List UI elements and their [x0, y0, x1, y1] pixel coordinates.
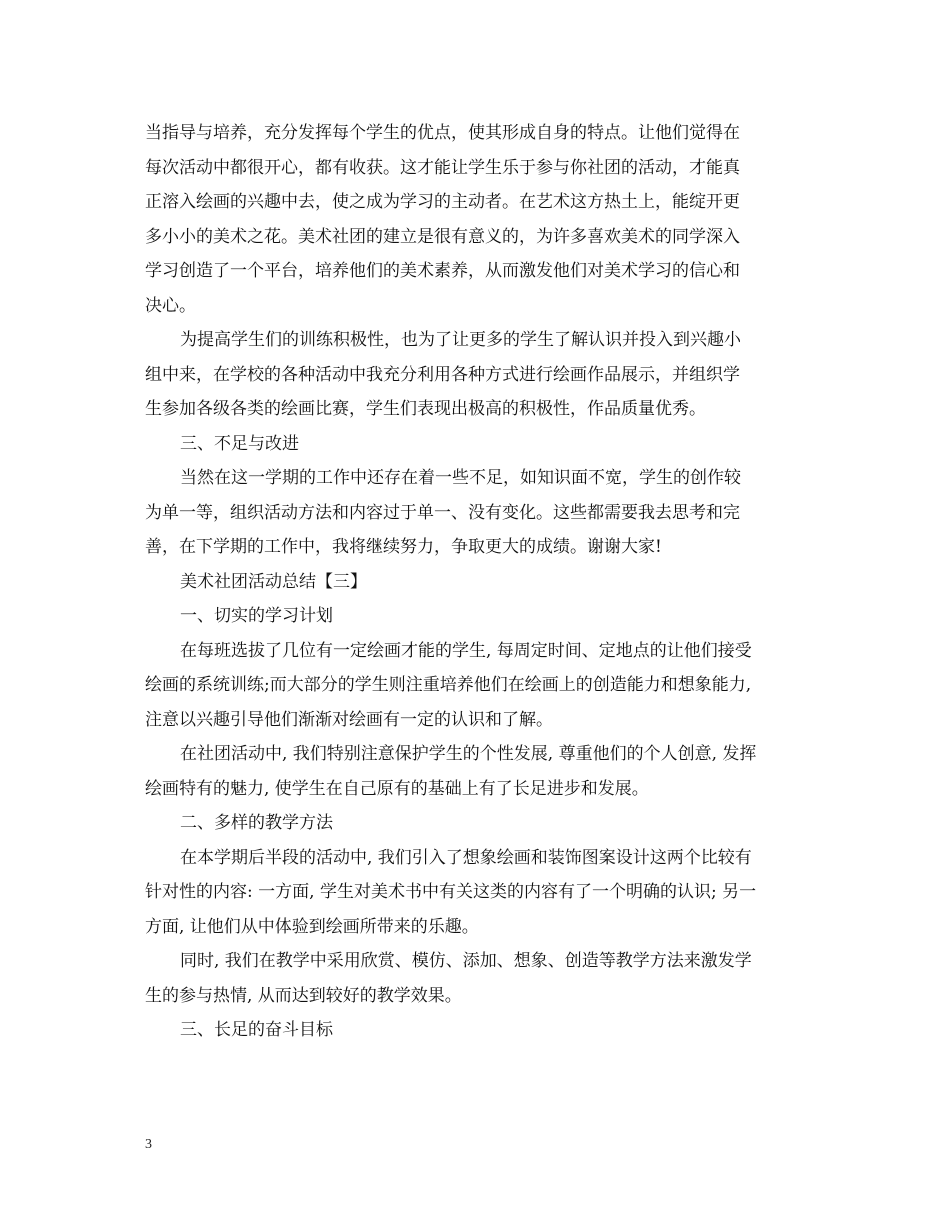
text-line: 针对性的内容: 一方面, 学生对美术书中有关这类的内容有了一个明确的认识; 另一	[145, 882, 757, 902]
text-line: 善，在下学期的工作中，我将继续努力，争取更大的成绩。谢谢大家!	[145, 537, 662, 557]
text-line: 生的参与热情, 从而达到较好的教学效果。	[145, 985, 462, 1006]
text-line: 生参加各级各类的绘画比赛，学生们表现出极高的积极性，作品质量优秀。	[145, 399, 706, 419]
paragraph-start: 在每班选拔了几位有一定绘画才能的学生, 每周定时间、定地点的让他们接受	[180, 640, 752, 661]
section-heading: 三、不足与改进	[180, 433, 299, 454]
document-body	[145, 116, 805, 1048]
section-heading: 一、切实的学习计划	[180, 606, 333, 626]
paragraph-start: 同时, 我们在教学中采用欣赏、模仿、添加、想象、创造等教学方法来激发学	[180, 951, 752, 971]
page-number: 3	[145, 1137, 152, 1152]
paragraph-start: 在本学期后半段的活动中, 我们引入了想象绘画和装饰图案设计这两个比较有	[180, 847, 752, 868]
document-subtitle: 美术社团活动总结【三】	[180, 571, 367, 592]
section-heading: 二、多样的教学方法	[180, 813, 333, 833]
paragraph-start: 当然在这一学期的工作中还存在着一些不足，如知识面不宽，学生的创作较	[180, 468, 741, 488]
text-line: 组中来，在学校的各种活动中我充分利用各种方式进行绘画作品展示，并组织学	[145, 364, 740, 385]
text-line: 注意以兴趣引导他们渐渐对绘画有一定的认识和了解。	[145, 709, 553, 730]
text-line: 学习创造了一个平台，培养他们的美术素养，从而激发他们对美术学习的信心和	[145, 261, 740, 281]
text-line: 每次活动中都很开心，都有收获。这才能让学生乐于参与你社团的活动，才能真	[145, 157, 740, 178]
paragraph-start: 在社团活动中, 我们特别注意保护学生的个性发展, 尊重他们的个人创意, 发挥	[180, 744, 757, 764]
text-line: 当指导与培养，充分发挥每个学生的优点，使其形成自身的特点。让他们觉得在	[145, 123, 740, 143]
section-heading: 三、长足的奋斗目标	[180, 1020, 333, 1040]
text-line: 方面, 让他们从中体验到绘画所带来的乐趣。	[145, 916, 479, 937]
text-line: 决心。	[145, 295, 196, 316]
text-line: 绘画特有的魅力, 使学生在自己原有的基础上有了长足进步和发展。	[145, 778, 649, 799]
paragraph-start: 为提高学生们的训练积极性，也为了让更多的学生了解认识并投入到兴趣小	[180, 330, 741, 350]
text-line: 绘画的系统训练;而大部分的学生则注重培养他们在绘画上的创造能力和想象能力,	[145, 675, 752, 695]
text-line: 为单一等，组织活动方法和内容过于单一、没有变化。这些都需要我去思考和完	[145, 502, 740, 523]
text-line: 正溶入绘画的兴趣中去，使之成为学习的主动者。在艺术这方热土上，能绽开更	[145, 192, 740, 212]
text-line: 多小小的美术之花。美术社团的建立是很有意义的，为许多喜欢美术的同学深入	[145, 226, 740, 247]
